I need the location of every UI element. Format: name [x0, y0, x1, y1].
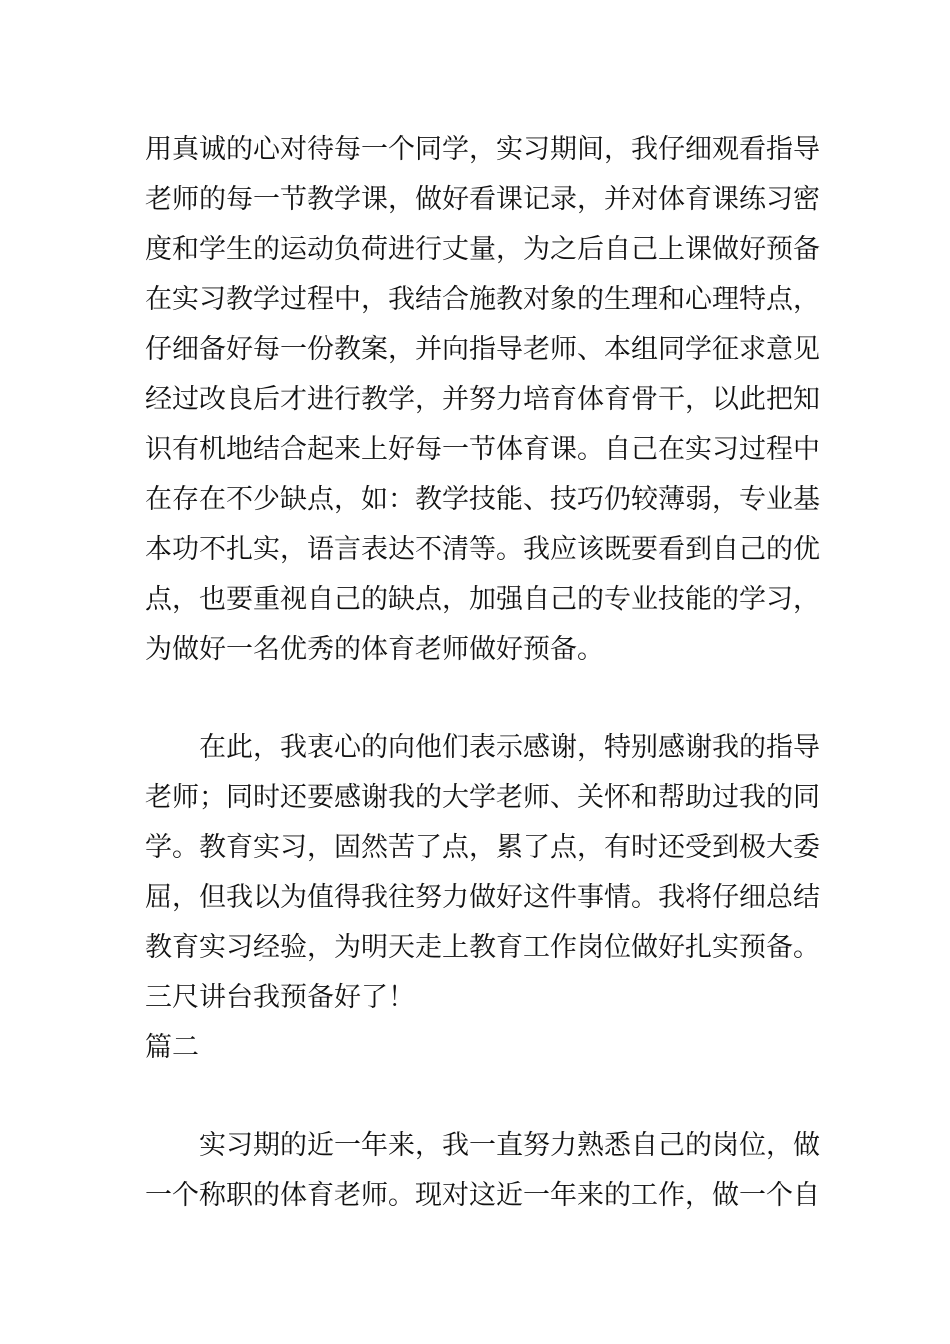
- text-line: 仔细备好每一份教案，并向指导老师、本组同学征求意见: [145, 334, 820, 365]
- text-line: 老师；同时还要感谢我的大学老师、关怀和帮助过我的同: [145, 782, 820, 813]
- text-line: 用真诚的心对待每一个同学，实习期间，我仔细观看指导: [145, 134, 820, 165]
- text-line: 在存在不少缺点，如：教学技能、技巧仍较薄弱，专业基: [145, 484, 820, 515]
- text-line: 老师的每一节教学课，做好看课记录，并对体育课练习密: [145, 184, 820, 215]
- text-line: 实习期的近一年来，我一直努力熟悉自己的岗位，做: [199, 1130, 820, 1161]
- text-line: 点，也要重视自己的缺点，加强自己的专业技能的学习，: [145, 584, 820, 615]
- text-line: 为做好一名优秀的体育老师做好预备。: [145, 634, 604, 665]
- text-line: 一个称职的体育老师。现对这近一年来的工作，做一个自: [145, 1180, 820, 1211]
- text-line: 屈，但我以为值得我往努力做好这件事情。我将仔细总结: [145, 882, 820, 913]
- text-line: 识有机地结合起来上好每一节体育课。自己在实习过程中: [145, 434, 820, 465]
- text-line: 教育实习经验，为明天走上教育工作岗位做好扎实预备。: [145, 932, 820, 963]
- text-line: 学。教育实习，固然苦了点，累了点，有时还受到极大委: [145, 832, 820, 863]
- text-line: 经过改良后才进行教学，并努力培育体育骨干，以此把知: [145, 384, 820, 415]
- text-line: 在此，我衷心的向他们表示感谢，特别感谢我的指导: [199, 732, 820, 763]
- text-line: 度和学生的运动负荷进行丈量，为之后自己上课做好预备: [145, 234, 820, 265]
- text-line: 本功不扎实，语言表达不清等。我应该既要看到自己的优: [145, 534, 820, 565]
- text-line: 在实习教学过程中，我结合施教对象的生理和心理特点，: [145, 284, 820, 315]
- section-heading: 篇二: [145, 1032, 199, 1063]
- text-line: 三尺讲台我预备好了！: [145, 982, 415, 1013]
